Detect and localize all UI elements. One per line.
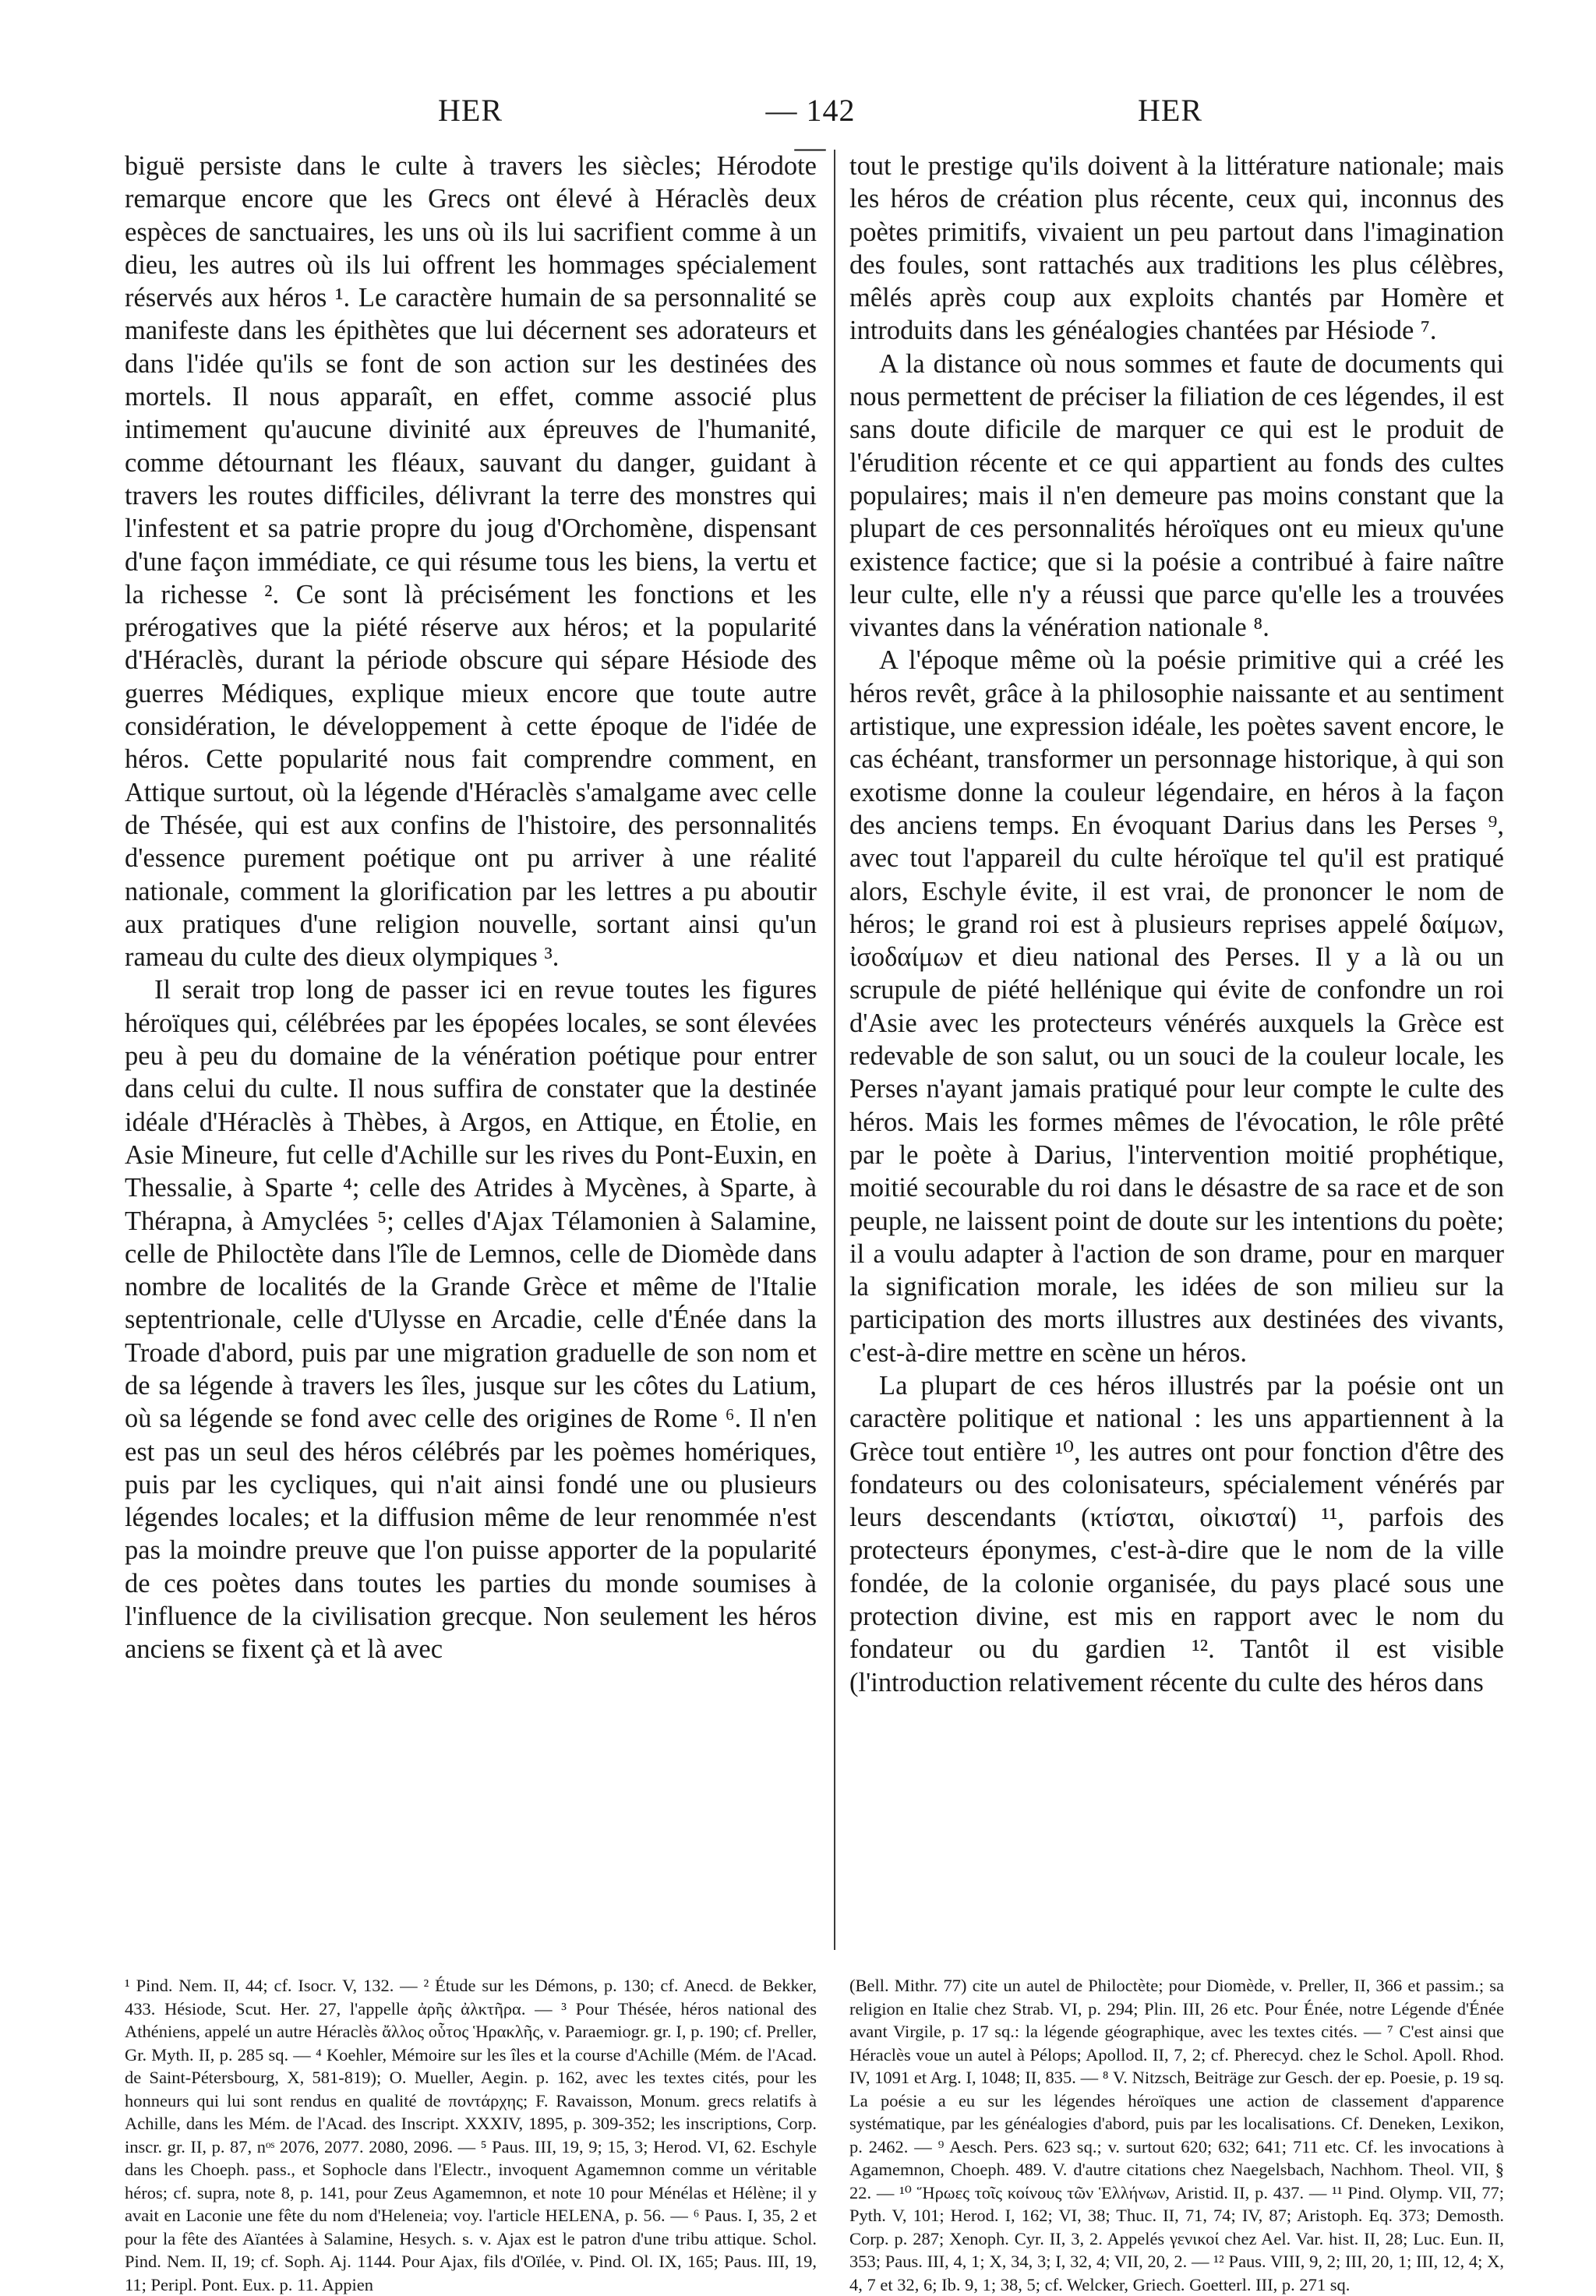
right-text-column (849, 150, 1504, 1942)
footnotes-right: (Bell. Mithr. 77) cite un autel de Philoctète; pour Diomède, v. Preller, II, 366 et passim.; sa religion en Italie chez Strab. VI, p. 294; Plin. III, 26 etc. Pour Énée, notre Légende d'Énée avant Virgile, p. 17 sq.: la légende géographique, avec les textes cités. — ⁷ C'est ainsi que Héraclès voue un autel à Pélops; Apollod. II, 7, 2; cf. Pherecyd. chez le Schol. Apoll. Rhod. IV, 1091 et Arg. I, 1048; II, 835. — ⁸ V. Nitzsch, Beiträge zur Gesch. der ep. Poesie, p. 19 sq. La poésie a eu sur les légendes héroïques une action de classement d'apparence systématique, par les généalogies d'abord, puis par les localisations. Cf. Deneken, Lexikon, p. 2462. — ⁹ Aesch. Pers. 623 sq.; v. surtout 620; 632; 641; 711 etc. Cf. les invocations à Agamemnon, Choeph. 489. V. d'autre citations chez Naegelsbach, Nachhom. Theol. VII, § 22. — ¹⁰ Ἥρωες τοῖς κοίνους τῶν Ἑλλήνων, Aristid. II, p. 437. — ¹¹ Pind. Olymp. VII, 77; Pyth. V, 101; Herod. I, 162; VI, 38; Thuc. II, 71, 74; IV, 87; Aristoph. Eq. 373; Demosth. Corp. p. 287; Xenoph. Cyr. II, 3, 2. Appelés γενικοί chez Ael. Var. hist. II, 28; Luc. Eun. II, 353; Paus. III, 4, 1; X, 34, 3; I, 32, 4; VII, 20, 2. — ¹² Paus. VIII, 9, 2; III, 20, 1; III, 12, 4; X, 4, 7 et 32, 6; Ib. 9, 1; 38, 5; cf. Welcker, Griech. Goetterl. III, p. 271 sq. (849, 1976, 1504, 2294)
left-text-column (125, 150, 817, 1942)
page-number: — 142 — (765, 93, 856, 164)
paragraph: biguë persiste dans le culte à travers les siècles; Hérodote remarque encore que les Grecs ont élevé à Héraclès deux espèces de sanctuaires, les uns où ils lui sacrifient comme à un dieu, les autres où ils lui offrent les hommages spécialement réservés aux héros ¹. Le caractère humain de sa personnalité se manifeste dans les épithètes que lui décernent ses adorateurs et dans l'idée qu'ils se font de son action sur les destinées des mortels. Il nous apparaît, en effet, comme associé plus intimement qu'aucune divinité aux épreuves de l'humanité, comme détournant les fléaux, sauvant du danger, guidant à travers les routes difficiles, délivrant la terre des monstres qui l'infestent et sa patrie propre du joug d'Orchomène, dispensant d'une façon immédiate, ce qui résume tous les biens, la vertu et la richesse ². Ce sont là précisément les fonctions et les prérogatives que la piété réserve aux héros; et la popularité d'Héraclès, durant la période obscure qui sépare Hésiode des guerres Médiques, explique mieux encore que toute autre considération, le développement à cette époque de l'idée de héros. Cette popularité nous fait comprendre comment, en Attique surtout, où la légende d'Héraclès s'amalgame avec celle de Thésée, qui est aux confins de l'histoire, des personnalités d'essence purement poétique ont pu arriver à une réalité nationale, comment la glorification par les lettres a pu aboutir aux pratiques d'une religion nouvelle, sortant ainsi qu'un rameau du culte des dieux olympiques ³. (125, 151, 817, 973)
column-divider (834, 150, 835, 1950)
paragraph: A la distance où nous sommes et faute de documents qui nous permettent de préciser la filiation de ces légendes, il est sans doute dificile de marquer ce qui est le produit de l'érudition récente et ce qui appartient au fonds des cultes populaires; mais il n'en demeure pas moins constant que la plupart de ces personnalités héroïques ont eu mieux qu'une existence factice; que si la poésie a contribué à faire naître leur culte, elle n'y a réussi que parce qu'elle les a trouvées vivantes dans la vénération nationale ⁸. (849, 348, 1504, 643)
footnotes-left: ¹ Pind. Nem. II, 44; cf. Isocr. V, 132. — ² Étude sur les Démons, p. 130; cf. Anecd. de Bekker, 433. Hésiode, Scut. Her. 27, l'appelle ἀρῆς ἀλκτῆρα. — ³ Pour Thésée, héros national des Athéniens, appelé un autre Héraclès ἄλλος οὗτος Ἡρακλῆς, v. Paraemiogr. gr. I, p. 190; cf. Preller, Gr. Myth. II, p. 285 sq. — ⁴ Koehler, Mémoire sur les îles et la course d'Achille (Mém. de l'Acad. de Saint-Pétersbourg, X, 581-819); O. Mueller, Aegin. p. 162, avec les textes cités, pour les honneurs qui lui sont rendus en qualité de ποντάρχης; F. Ravaisson, Monum. grecs relatifs à Achille, dans les Mém. de l'Acad. des Inscript. XXXIV, 1895, p. 309-352; les inscriptions, Corp. inscr. gr. II, p. 87, nᵒˢ 2076, 2077. 2080, 2096. — ⁵ Paus. III, 19, 9; 15, 3; Herod. VI, 62. Eschyle dans les Choeph. pass., et Sophocle dans l'Electr., invoquent Agamemnon comme un véritable héros; cf. supra, note 8, p. 141, pour Zeus Agamemnon, et note 10 pour Ménélas et Hélène; il y avait en Laconie une fête du nom d'Heleneia; voy. l'article HELENA, p. 56. — ⁶ Paus. I, 35, 2 et pour la fête des Aïantées à Salamine, Hesych. s. v. Ajax est le patron d'une tribu attique. Schol. Pind. Nem. II, 19; cf. Soph. Aj. 1144. Pour Ajax, fils d'Oïlée, v. Pind. Ol. IX, 165; Paus. III, 19, 11; Peripl. Pont. Eux. p. 11. Appien (125, 1976, 817, 2294)
paragraph: Il serait trop long de passer ici en revue toutes les figures héroïques qui, célébrées par les épopées locales, se sont élevées peu à peu du domaine de la vénération poétique pour entrer dans celui du culte. Il nous suffira de constater que la destinée idéale d'Héraclès à Thèbes, à Argos, en Attique, en Étolie, en Asie Mineure, fut celle d'Achille sur les rives du Pont-Euxin, en Thessalie, à Sparte ⁴; celle des Atrides à Mycènes, à Sparte, à Thérapna, à Amyclées ⁵; celles d'Ajax Télamonien à Salamine, celle de Philoctète dans l'île de Lemnos, celle de Diomède dans nombre de localités de la Grande Grèce et même de l'Italie septentrionale, celle d'Ulysse en Arcadie, celle d'Énée dans la Troade d'abord, puis par une migration graduelle de son nom et de sa légende à travers les îles, jusque sur les côtes du Latium, où sa légende se fond avec celle des origines de Rome ⁶. Il n'en est pas un seul des héros célébrés par les poèmes homériques, puis par les cycliques, qui n'ait ainsi fondé une ou plusieurs légendes locales; et la diffusion même de leur renommée n'est pas la moindre preuve que l'on puisse apporter de la popularité de ces poètes dans toutes les parties du monde soumises à l'influence de la civilisation grecque. Non seulement les héros anciens se fixent çà et là avec (125, 975, 817, 1665)
page-header (125, 92, 1473, 164)
paragraph: A l'époque même où la poésie primitive qui a créé les héros revêt, grâce à la philosophie naissante et au sentiment artistique, une expression idéale, les poètes savent encore, le cas échéant, transformer un personnage historique, à qui son exotisme donne la couleur légendaire, en héros à la façon des anciens temps. En évoquant Darius dans les Perses ⁹, avec tout l'appareil du culte héroïque tel qu'il est pratiqué alors, Eschyle évite, il est vrai, de prononcer le nom de héros; le grand roi est à plusieurs reprises appelé δαίμων, ἰσοδαίμων et dieu national des Perses. Il y a là ou un scrupule de piété hellénique qui évite de confondre un roi d'Asie avec les protecteurs vénérés auxquels la Grèce est redevable de son salut, ou un souci de la couleur locale, les Perses n'ayant jamais pratiqué pour leur compte le culte des héros. Mais les formes mêmes de l'évocation, le rôle prêté par le poète à Darius, l'intervention moitié prophétique, moitié secourable du roi dans le désastre de sa race et de son peuple, ne laissent point de doute sur les intentions du poète; il a voulu adapter à l'action de son drame, pour en marquer la signification morale, les idées de son milieu sur la participation des morts illustres aux destinées des vivants, c'est-à-dire mettre en scène un héros. (849, 645, 1504, 1368)
paragraph: La plupart de ces héros illustrés par la poésie ont un caractère politique et national : les uns appartiennent à la Grèce tout entière ¹⁰, les autres ont pour fonction d'être des fondateurs ou des colonisateurs, spécialement vénérés par leurs descendants (κτίσται, οἰκισταί) ¹¹, parfois des protecteurs éponymes, c'est-à-dire que le nom de la ville fondée, de la colonie organisée, du pays placé sous une protection divine, est mis en rapport avec le nom du fondateur ou du gardien ¹². Tantôt il est visible (l'introduction relativement récente du culte des héros dans (849, 1370, 1504, 1697)
running-head-left: HER (438, 93, 503, 128)
paragraph: tout le prestige qu'ils doivent à la littérature nationale; mais les héros de création plus récente, ceux qui, inconnus des poètes primitifs, vivaient un peu partout dans l'imagination des foules, sont rattachés aux traditions les plus célèbres, mêlés après coup aux exploits chantés par Homère et introduits dans les généalogies chantées par Hésiode ⁷. (849, 151, 1504, 346)
running-head-right: HER (1138, 93, 1202, 128)
